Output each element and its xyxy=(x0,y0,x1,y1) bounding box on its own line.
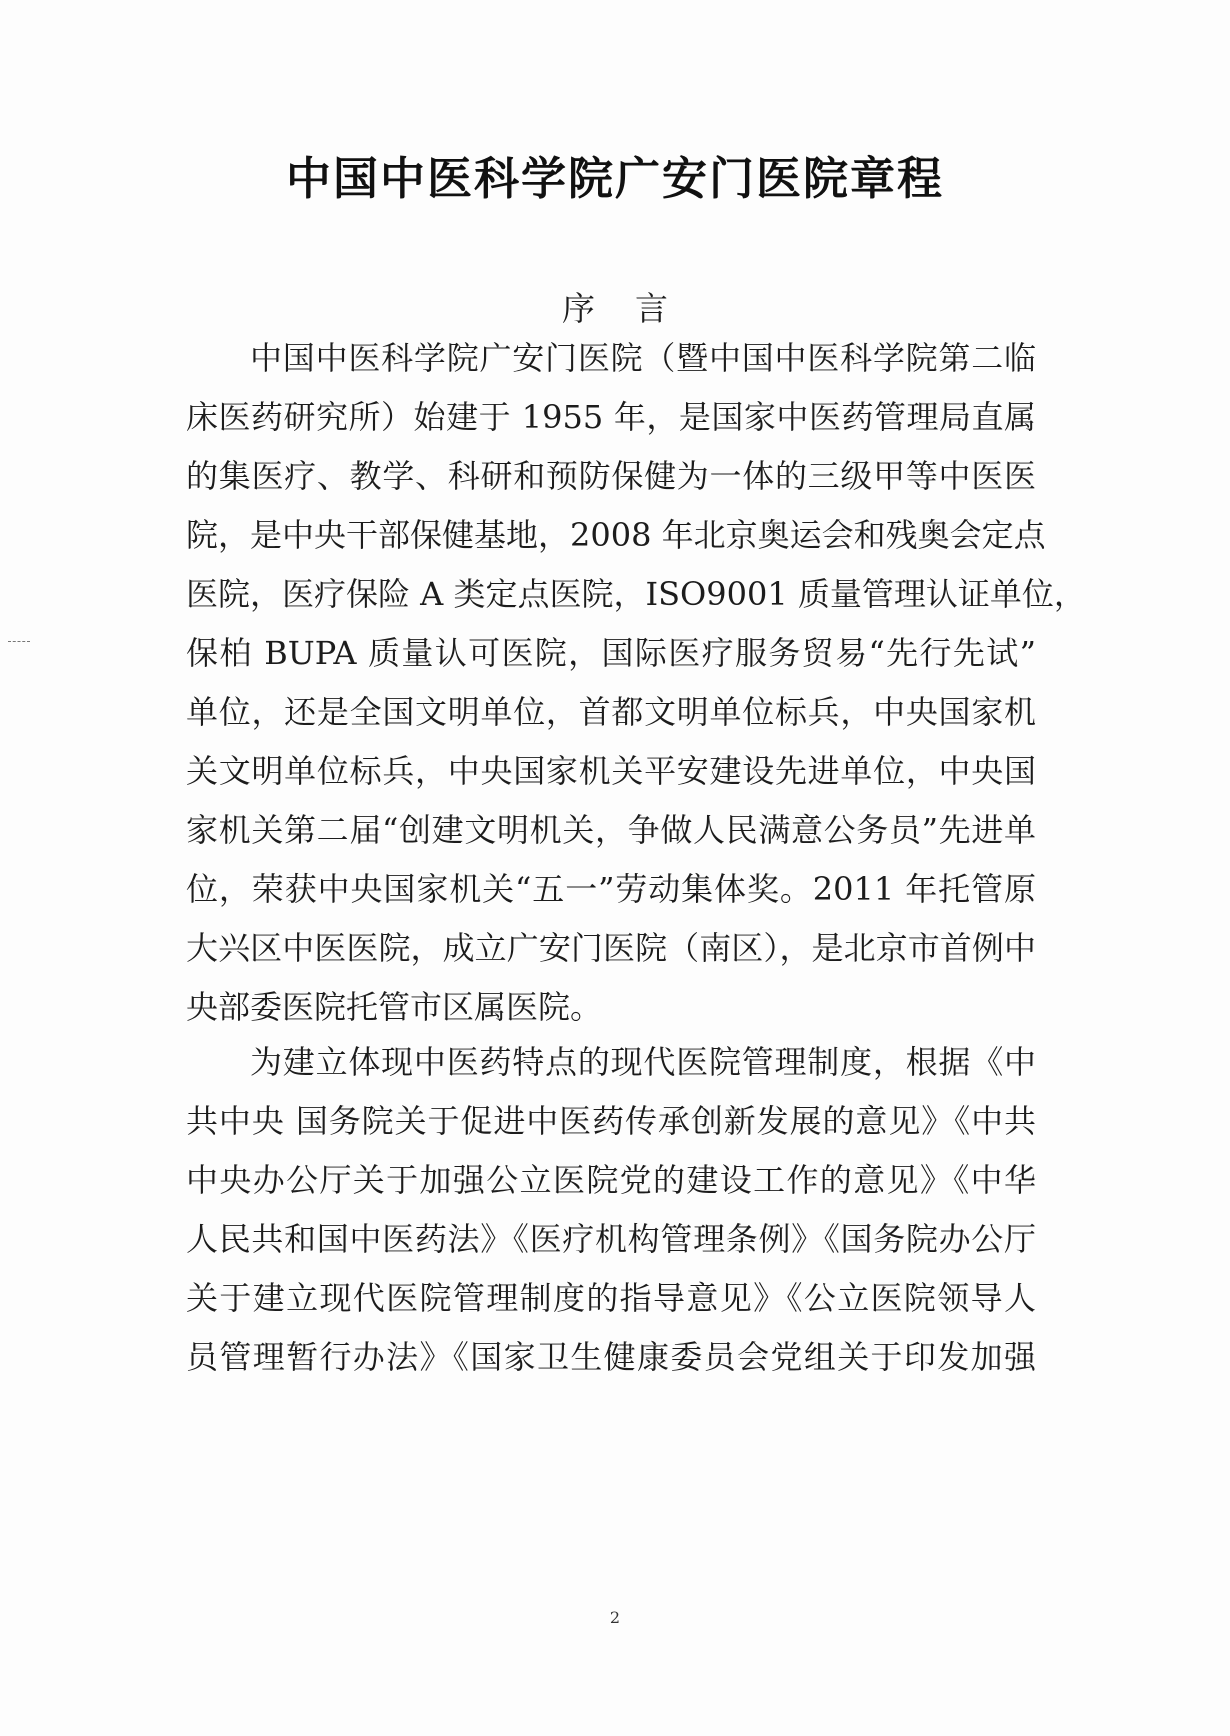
text-line: 中国中医科学院广安门医院（暨中国中医科学院第二临 xyxy=(250,339,1036,377)
text-line: 为建立体现中医药特点的现代医院管理制度，根据《中 xyxy=(250,1043,1036,1081)
document-title: 中国中医科学院广安门医院章程 xyxy=(285,152,944,205)
text-line: 中央办公厅关于加强公立医院党的建设工作的意见》《中华 xyxy=(186,1161,1036,1199)
text-line: 家机关第二届“创建文明机关，争做人民满意公务员”先进单 xyxy=(186,811,1036,849)
text-line: 关于建立现代医院管理制度的指导意见》《公立医院领导人 xyxy=(186,1279,1036,1317)
text-line: 大兴区中医医院，成立广安门医院（南区），是北京市首例中 xyxy=(186,929,1036,967)
scan-artifact-mark xyxy=(8,641,30,642)
text-line: 人民共和国中医药法》《医疗机构管理条例》《国务院办公厅 xyxy=(186,1220,1036,1258)
section-heading: 序言 xyxy=(562,289,708,328)
text-line: 位，荣获中央国家机关“五一”劳动集体奖。2011 年托管原 xyxy=(186,870,1036,908)
text-line: 保柏 BUPA 质量认可医院，国际医疗服务贸易“先行先试” xyxy=(186,634,1036,672)
text-line: 共中央 国务院关于促进中医药传承创新发展的意见》《中共 xyxy=(186,1102,1036,1140)
text-line: 单位，还是全国文明单位，首都文明单位标兵，中央国家机 xyxy=(186,693,1036,731)
text-line: 央部委医院托管市区属医院。 xyxy=(186,988,603,1026)
text-line: 的集医疗、教学、科研和预防保健为一体的三级甲等中医医 xyxy=(186,457,1036,495)
page-number: 2 xyxy=(609,1608,621,1627)
text-line: 员管理暂行办法》《国家卫生健康委员会党组关于印发加强 xyxy=(186,1338,1036,1376)
text-line: 院，是中央干部保健基地，2008 年北京奥运会和残奥会定点 xyxy=(186,516,1046,554)
text-line: 关文明单位标兵，中央国家机关平安建设先进单位，中央国 xyxy=(186,752,1036,790)
text-line: 床医药研究所）始建于 1955 年，是国家中医药管理局直属 xyxy=(186,398,1036,436)
text-line: 医院，医疗保险 A 类定点医院，ISO9001 质量管理认证单位， xyxy=(186,575,1086,613)
